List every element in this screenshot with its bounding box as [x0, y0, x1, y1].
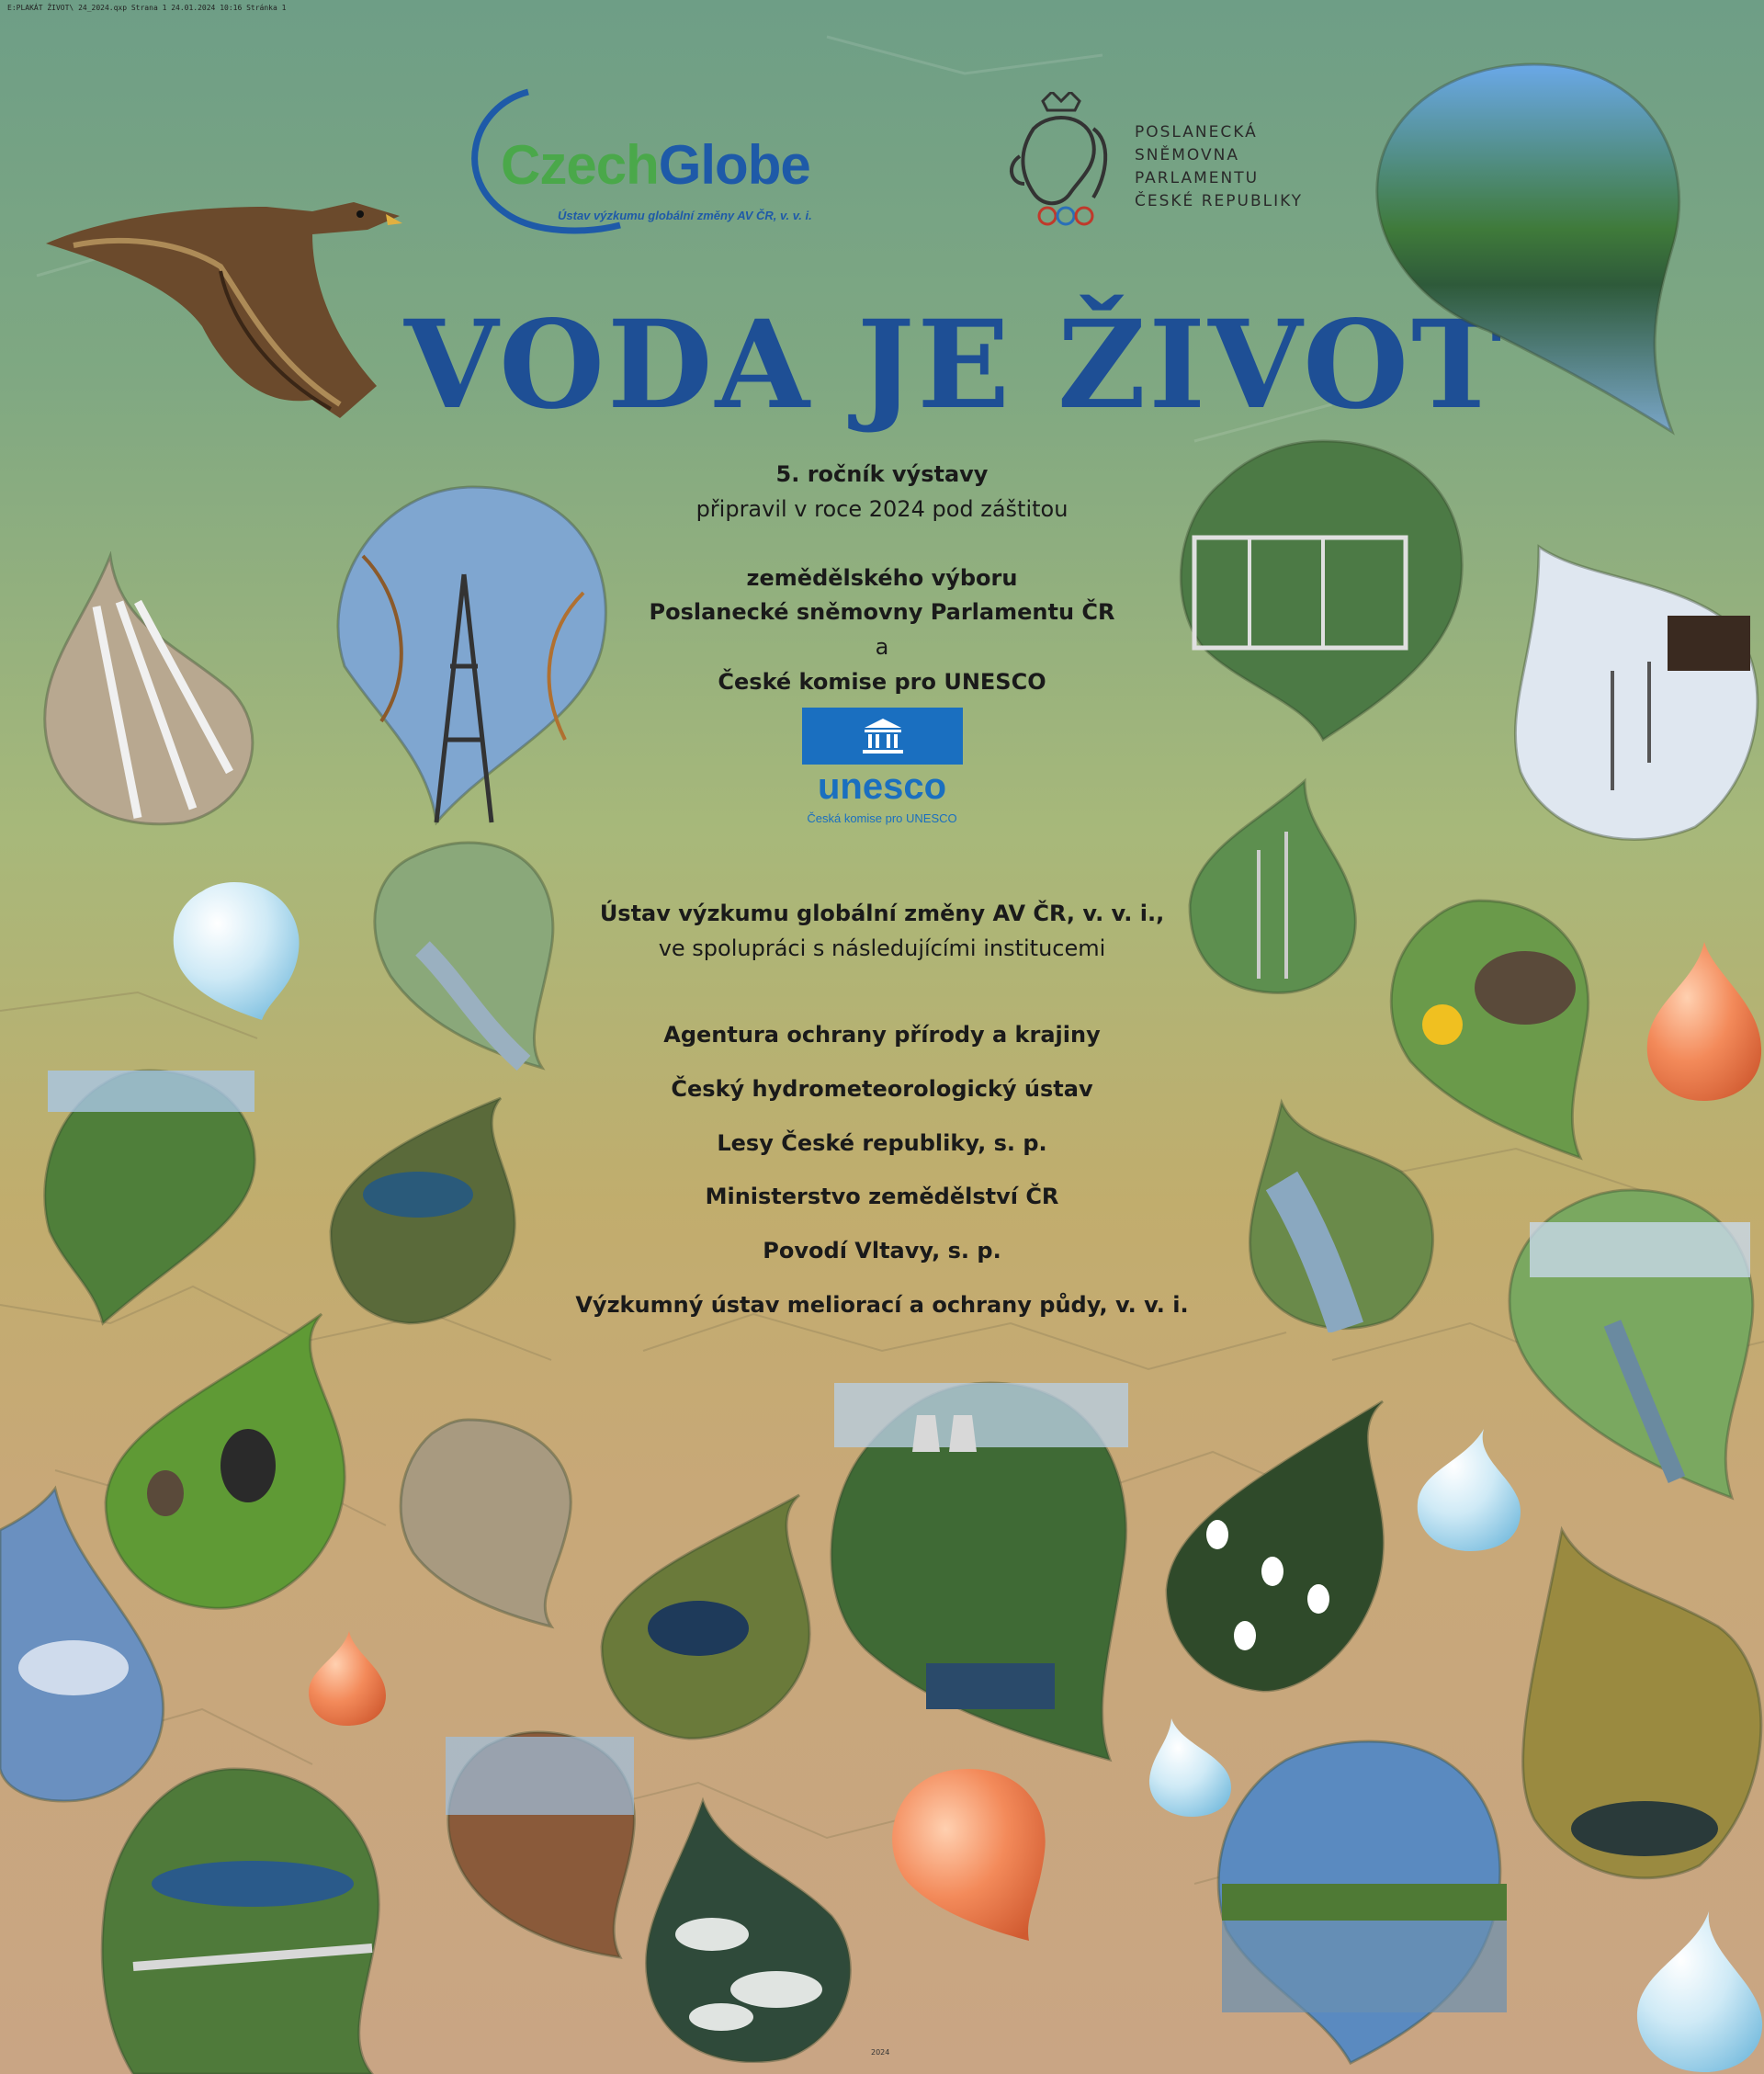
- edition-text: 5. ročník výstavy: [775, 461, 989, 487]
- print-header-line: E:PLAKÁT ŽIVOT\ 24_2024.qxp Strana 1 24.01.2024 10:16 Stránka 1: [7, 4, 287, 12]
- parliament-logo: [1006, 92, 1318, 230]
- parliament-name: [1135, 121, 1303, 213]
- photo-drop-weather-station: [1185, 776, 1369, 997]
- eagle-illustration: [37, 179, 404, 436]
- cooperation-text: ve spolupráci s následujícími institucemi: [658, 935, 1106, 961]
- unesco-subtitle: Česká komise pro UNESCO: [807, 811, 957, 825]
- institution-item: Agentura ochrany přírody a krajiny: [663, 1022, 1101, 1048]
- institution-item: Český hydrometeorologický ústav: [671, 1076, 1093, 1102]
- photo-drop-nuclear-plant: [816, 1378, 1137, 1764]
- unesco-banner: [802, 708, 963, 765]
- photo-drop-cyclists: [1245, 1098, 1442, 1332]
- photo-drop-irrigation: [436, 1728, 643, 1962]
- prepared-text: připravil v roce 2024 pod záštitou: [695, 496, 1069, 522]
- unesco-wordmark: unesco: [817, 766, 947, 807]
- water-drop-blue: [1144, 1714, 1236, 1819]
- parliament-lion-emblem: [1006, 92, 1125, 230]
- photo-drop-autumn-pond: [1516, 1525, 1764, 1893]
- photo-drop-hills: [39, 1066, 264, 1328]
- commission-text: České komise pro UNESCO: [718, 669, 1046, 695]
- chamber-text: Poslanecké sněmovny Parlamentu ČR: [649, 599, 1115, 625]
- photo-drop-forest-lake: [597, 1490, 818, 1743]
- unesco-temple-icon: [861, 717, 905, 755]
- parliament-line: SNĚMOVNA: [1135, 146, 1239, 164]
- photo-drop-lake-trees: [1369, 55, 1700, 441]
- photo-drop-river-oaks: [1213, 1737, 1511, 2068]
- organizer-name: Ústav výzkumu globální změny AV ČR, v. v. i.,: [599, 901, 1165, 926]
- photo-drop-snow: [1511, 542, 1764, 850]
- photo-drop-town-stream: [1493, 1185, 1764, 1502]
- czechglobe-wordmark: [501, 133, 810, 197]
- photo-drop-clouds: [0, 1484, 170, 1806]
- photo-drop-snowdrops: [1162, 1397, 1387, 1695]
- committee-text: zemědělského výboru: [746, 565, 1018, 591]
- institution-item: Výzkumný ústav meliorací a ochrany půdy, v. v. i.: [575, 1292, 1189, 1318]
- water-drop-orange: [887, 1764, 1052, 1944]
- institution-item: Ministerstvo zemědělství ČR: [705, 1184, 1059, 1209]
- water-drop-orange: [1640, 937, 1764, 1103]
- czechglobe-part-globe: Globe: [658, 134, 810, 196]
- photo-drop-pipes: [37, 551, 266, 827]
- parliament-line: ČESKÉ REPUBLIKY: [1135, 192, 1304, 210]
- photo-drop-dam: [96, 1764, 390, 2074]
- photo-drop-reservoir: [326, 1094, 524, 1328]
- institution-item: Lesy České republiky, s. p.: [717, 1130, 1047, 1156]
- unesco-logo: [799, 708, 965, 827]
- water-drop-orange: [303, 1626, 390, 1728]
- parliament-line: POSLANECKÁ: [1135, 123, 1258, 142]
- photo-drop-snowy-pine: [639, 1796, 859, 2063]
- water-drop-blue: [1410, 1424, 1525, 1553]
- page-number: 2024: [871, 2048, 890, 2057]
- institution-item: Povodí Vltavy, s. p.: [763, 1238, 1001, 1264]
- poster-title: VODA JE ŽIVOT: [404, 294, 1505, 436]
- czechglobe-logo: [455, 87, 850, 234]
- parliament-line: PARLAMENTU: [1135, 169, 1260, 187]
- water-drop-blue: [170, 878, 303, 1025]
- czechglobe-subtitle: Ústav výzkumu globální změny AV ČR, v. v. i.: [558, 209, 812, 222]
- conjunction-text: a: [875, 634, 889, 660]
- photo-drop-gravel: [395, 1415, 579, 1631]
- czechglobe-part-czech: Czech: [501, 134, 659, 196]
- water-drop-blue: [1626, 1907, 1764, 2074]
